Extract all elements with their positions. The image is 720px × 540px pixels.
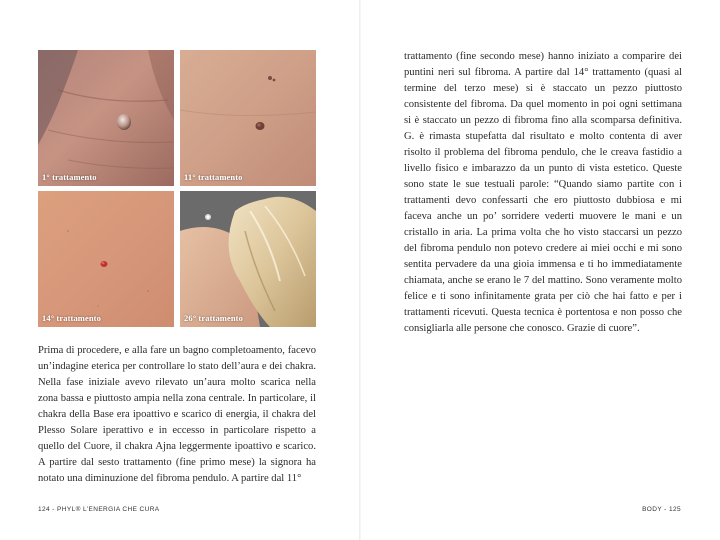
- photo-caption: 26° trattamento: [184, 313, 243, 323]
- photo-caption: 1° trattamento: [42, 172, 97, 182]
- photo-treatment-11: [180, 50, 316, 186]
- photo-caption: 14° trattamento: [42, 313, 101, 323]
- body-paragraph: trattamento (fine secondo mese) hanno iniziato a comparire dei puntini neri sul fibroma. A partire dal 14° trattamento (quasi al termine del terzo mese) si è staccato un pezzo piuttosto consistente del fibroma. Da quel momento in poi ogni settimana si è staccato un pezzo di fibroma fino alla scomparsa definitiva. G. è rimasta stupefatta dal risultato e molto contenta di aver risolto il problema del fibroma pendulo, che le creava fastidio a livello fisico e imbarazzo da un punto di vista estetico. Queste sono state le sue testuali parole: “Quando siamo partite con i trattamenti devo confessarti che ero piuttosto dubbiosa e mi faceva anche un po’ sorridere vederti muovere le mani e un cristallo in aria. La prima volta che ho visto staccarsi un pezzo del fibroma pendulo non potevo credere ai miei occhi e mi sono sentita pervadere da una gioia immensa e ti ho immediatamente chiamata, anche se erano le 7 del mattino. Sono veramente molto felice e ti sono infinitamente grata per ciò che hai fatto e per i trattamenti ricevuti. Questa tecnica è portentosa e non posso che consigliarla alle persone che conosco. Grazie di cuore”.: [404, 51, 682, 334]
- photo-treatment-26: [180, 191, 316, 327]
- left-body-text: [38, 343, 316, 487]
- photo-treatment-1: [38, 50, 174, 186]
- page-footer-right: BODY - 125: [642, 506, 681, 513]
- skin-neck-fibroma-image: [38, 50, 174, 186]
- body-paragraph: Prima di procedere, e alla fare un bagno completoamento, facevo un’indagine eterica per controllare lo stato dell’aura e dei chakra. Nella fase iniziale avevo rilevato un’aura molto scarica nella zona bassa e piuttosto ampia nella zona centrale. In particolare, il chakra della Base era ipoattivo e scarico di energia, il chakra del Plesso Solare iperattivo e in eccesso in particolare rispetto a quello del Cuore, il chakra Ajna leggermente ipoattivo e scarico. A partire dal sesto trattamento (fine primo mese) la signora ha notato una diminuzione del fibroma pendulo. A partire dal 11°: [38, 345, 316, 484]
- right-body-text: [404, 49, 682, 337]
- photo-treatment-14: [38, 191, 174, 327]
- page-footer-left: 124 - PHYL® L’ENERGIA CHE CURA: [38, 506, 160, 513]
- skin-neck-fibroma-image: [38, 191, 174, 327]
- skin-neck-fibroma-image: [180, 50, 316, 186]
- photo-grid: [38, 50, 316, 327]
- skin-neck-hair-image: [180, 191, 316, 327]
- photo-caption: 11° trattamento: [184, 172, 243, 182]
